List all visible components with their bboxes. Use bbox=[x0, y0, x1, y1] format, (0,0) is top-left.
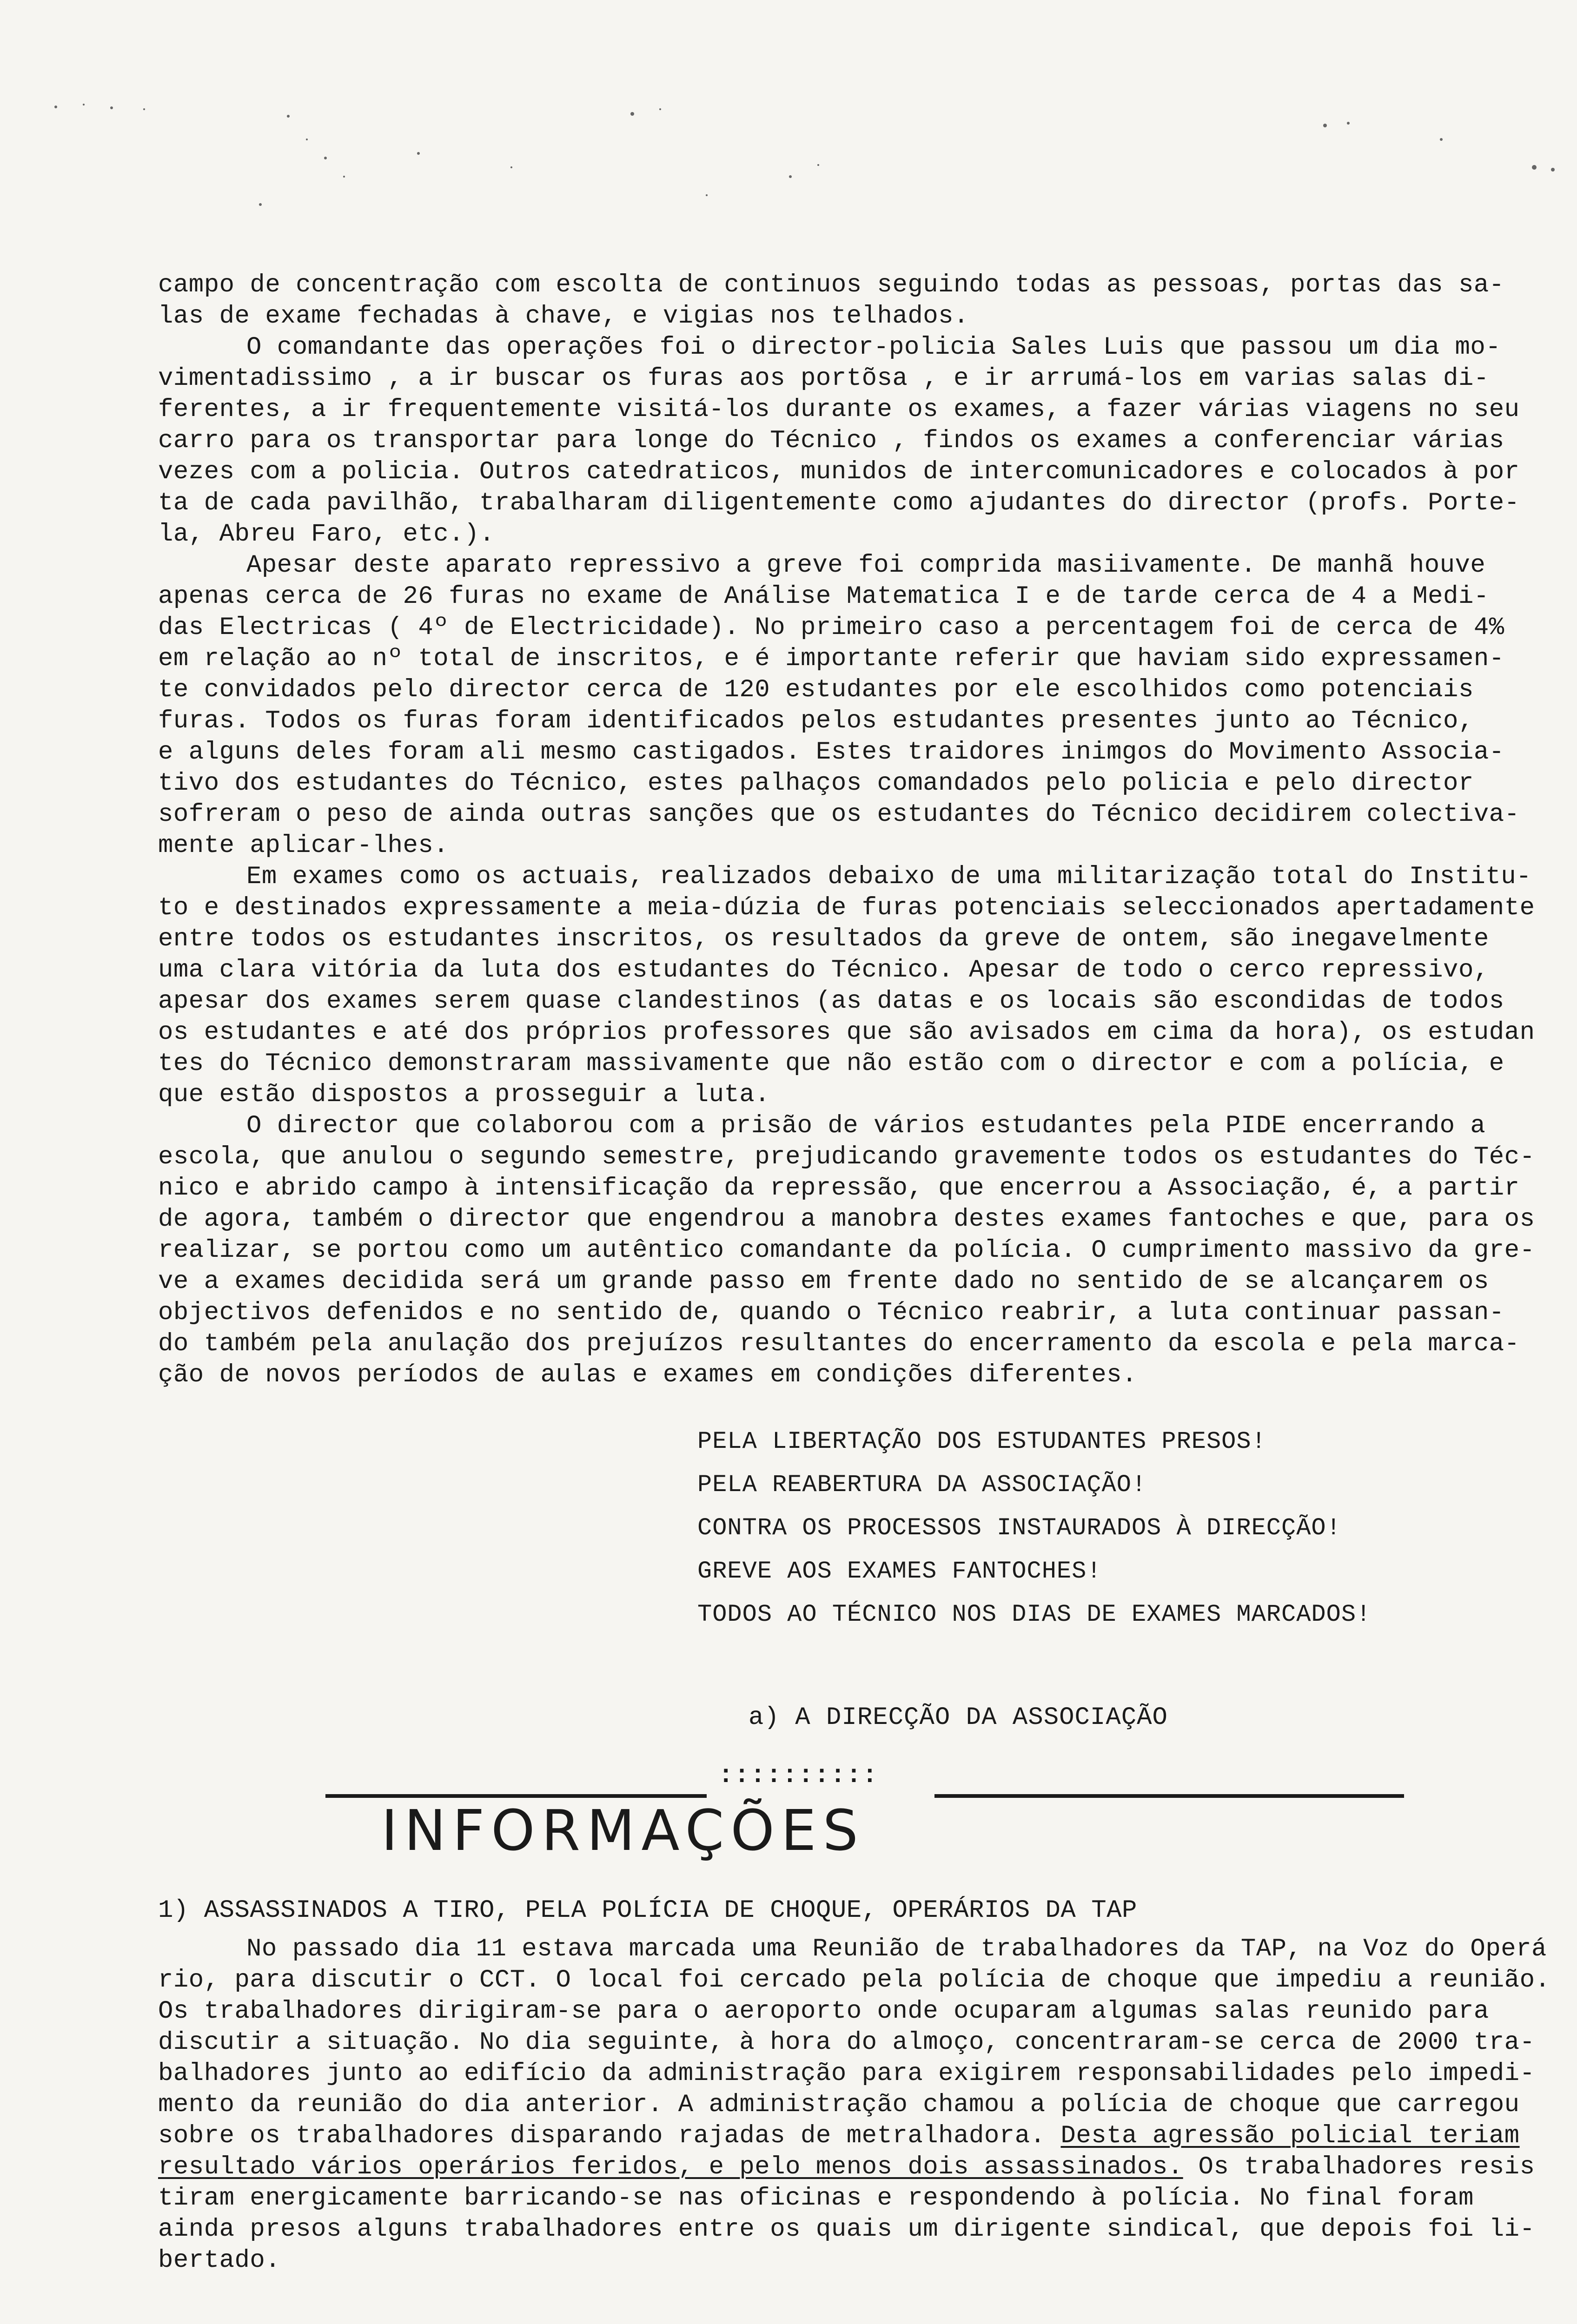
text-line: la, Abreu Faro, etc.). bbox=[158, 520, 495, 548]
text-line: las de exame fechadas à chave, e vigias nos telhados. bbox=[158, 302, 969, 330]
text-line: mento da reunião do dia anterior. A administração chamou a polícia de choque que carregou bbox=[158, 2091, 1520, 2119]
text-line: em relação ao nº total de inscritos, e é importante referir que haviam sido expressamen- bbox=[158, 645, 1504, 673]
text-line: mente aplicar-lhes. bbox=[158, 832, 449, 860]
text-line: ainda presos alguns trabalhadores entre os quais um dirigente sindical, que depois foi li- bbox=[158, 2215, 1535, 2244]
slogans-list bbox=[697, 1420, 1371, 1636]
slogan: CONTRA OS PROCESSOS INSTAURADOS À DIRECÇÃO! bbox=[697, 1514, 1341, 1542]
news-body-text bbox=[158, 1934, 1550, 2276]
text-line: tes do Técnico demonstraram massivamente que não estão com o director e com a polícia, e bbox=[158, 1050, 1504, 1078]
text-line: ta de cada pavilhão, trabalharam diligentemente como ajudantes do director (profs. Porte- bbox=[158, 489, 1520, 517]
text-line: tiram energicamente barricando-se nas oficinas e respondendo à polícia. No final foram bbox=[158, 2184, 1474, 2212]
slogan: PELA REABERTURA DA ASSOCIAÇÃO! bbox=[697, 1471, 1147, 1499]
text-line: to e destinados expressamente a meia-dúzia de furas potenciais seleccionados apertadamente bbox=[158, 894, 1535, 922]
text-line: vimentadissimo , a ir buscar os furas aos portõsa , e ir arrumá-los em varias salas di- bbox=[158, 364, 1489, 393]
text-line: apesar dos exames serem quase clandestinos (as datas e os locais são escondidas de todos bbox=[158, 987, 1504, 1016]
text-line: nico e abrido campo à intensificação da repressão, que encerrou a Associação, é, a partir bbox=[158, 1174, 1520, 1202]
text-line: vezes com a policia. Outros catedraticos, munidos de intercomunicadores e colocados à por bbox=[158, 458, 1520, 486]
text-line: os estudantes e até dos próprios professores que são avisados em cima da hora), os estudan bbox=[158, 1018, 1535, 1047]
underlined-text: Desta agressão policial teriam bbox=[1060, 2122, 1520, 2150]
news-heading: 1) ASSASSINADOS A TIRO, PELA POLÍCIA DE CHOQUE, OPERÁRIOS DA TAP bbox=[158, 1896, 1137, 1925]
text-line: do também pela anulação dos prejuízos resultantes do encerramento da escola e pela marca- bbox=[158, 1330, 1520, 1358]
text-segment: Os trabalhadores resis bbox=[1183, 2153, 1535, 2181]
text-line: Apesar deste aparato repressivo a greve foi comprida masiivamente. De manhã houve bbox=[246, 551, 1486, 580]
text-line: tivo dos estudantes do Técnico, estes palhaços comandados pelo policia e pelo director bbox=[158, 769, 1474, 798]
text-segment: sobre os trabalhadores disparando rajadas de metralhadora. bbox=[158, 2122, 1046, 2150]
text-line: No passado dia 11 estava marcada uma Reunião de trabalhadores da TAP, na Voz do Operá bbox=[246, 1935, 1547, 1963]
text-line: O director que colaborou com a prisão de vários estudantes pela PIDE encerrando a bbox=[246, 1112, 1486, 1140]
text-line: ve a exames decidida será um grande passo em frente dado no sentido de se alcançarem os bbox=[158, 1268, 1489, 1296]
text-line: discutir a situação. No dia seguinte, à hora do almoço, concentraram-se cerca de 2000 tra- bbox=[158, 2028, 1535, 2057]
text-line: escola, que anulou o segundo semestre, prejudicando gravemente todos os estudantes do Téc- bbox=[158, 1143, 1535, 1171]
text-line: entre todos os estudantes inscritos, os resultados da greve de ontem, são inegavelmente bbox=[158, 925, 1489, 953]
text-line bbox=[158, 2120, 1544, 2152]
text-line: realizar, se portou como um autêntico comandante da polícia. O cumprimento massivo da gre- bbox=[158, 1236, 1535, 1265]
section-heading: INFORMAÇÕES bbox=[381, 1799, 865, 1863]
text-line: uma clara vitória da luta dos estudantes do Técnico. Apesar de todo o cerco repressivo, bbox=[158, 956, 1489, 984]
text-line: Em exames como os actuais, realizados debaixo de uma militarização total do Institu- bbox=[246, 863, 1532, 891]
text-line: furas. Todos os furas foram identificados pelos estudantes presentes junto ao Técnico, bbox=[158, 707, 1474, 735]
scan-specks bbox=[0, 0, 1577, 279]
slogan: TODOS AO TÉCNICO NOS DIAS DE EXAMES MARCADOS! bbox=[697, 1601, 1372, 1628]
text-line: te convidados pelo director cerca de 120 estudantes por ele escolhidos como potenciais bbox=[158, 676, 1474, 704]
slogan: GREVE AOS EXAMES FANTOCHES! bbox=[697, 1558, 1102, 1585]
text-line: O comandante das operações foi o director-policia Sales Luis que passou um dia mo- bbox=[246, 333, 1501, 362]
text-line bbox=[158, 2152, 1544, 2183]
text-line: ferentes, a ir frequentemente visitá-los durante os exames, a fazer várias viagens no seu bbox=[158, 396, 1520, 424]
text-line: bertado. bbox=[158, 2246, 281, 2275]
text-line: Os trabalhadores dirigiram-se para o aeroporto onde ocuparam algumas salas reunido para bbox=[158, 1997, 1489, 2026]
underlined-text: resultado vários operários feridos, e pelo menos dois assassinados. bbox=[158, 2153, 1183, 2181]
signature: a) A DIRECÇÃO DA ASSOCIAÇÃO bbox=[749, 1703, 1168, 1732]
text-line: objectivos defenidos e no sentido de, quando o Técnico reabrir, a luta continuar passan- bbox=[158, 1299, 1504, 1327]
text-line: e alguns deles foram ali mesmo castigados. Estes traidores inimgos do Movimento Associa- bbox=[158, 738, 1504, 766]
main-body-text bbox=[158, 270, 1544, 1391]
text-line: das Electricas ( 4º de Electricidade). No primeiro caso a percentagem foi de cerca de 4% bbox=[158, 614, 1504, 642]
text-line: carro para os transportar para longe do Técnico , findos os exames a conferenciar várias bbox=[158, 427, 1504, 455]
separator-line-left bbox=[325, 1794, 707, 1798]
text-line: que estão dispostos a prosseguir a luta. bbox=[158, 1081, 770, 1109]
separator-dots: :::::::::: bbox=[718, 1762, 879, 1790]
text-line: sofreram o peso de ainda outras sanções que os estudantes do Técnico decidirem colectiva- bbox=[158, 800, 1520, 829]
text-line: campo de concentração com escolta de continuos seguindo todas as pessoas, portas das sa- bbox=[158, 271, 1504, 299]
separator-line-right bbox=[934, 1794, 1404, 1798]
text-line: apenas cerca de 26 furas no exame de Análise Matematica I e de tarde cerca de 4 a Medi- bbox=[158, 582, 1489, 611]
text-line: ção de novos períodos de aulas e exames em condições diferentes. bbox=[158, 1361, 1137, 1389]
slogan: PELA LIBERTAÇÃO DOS ESTUDANTES PRESOS! bbox=[697, 1428, 1266, 1455]
text-line: balhadores junto ao edifício da administração para exigirem responsabilidades pelo impedi- bbox=[158, 2060, 1535, 2088]
text-line: rio, para discutir o CCT. O local foi cercado pela polícia de choque que impediu a reunião. bbox=[158, 1966, 1550, 1994]
text-line: de agora, também o director que engendrou a manobra destes exames fantoches e que, para os bbox=[158, 1205, 1535, 1234]
